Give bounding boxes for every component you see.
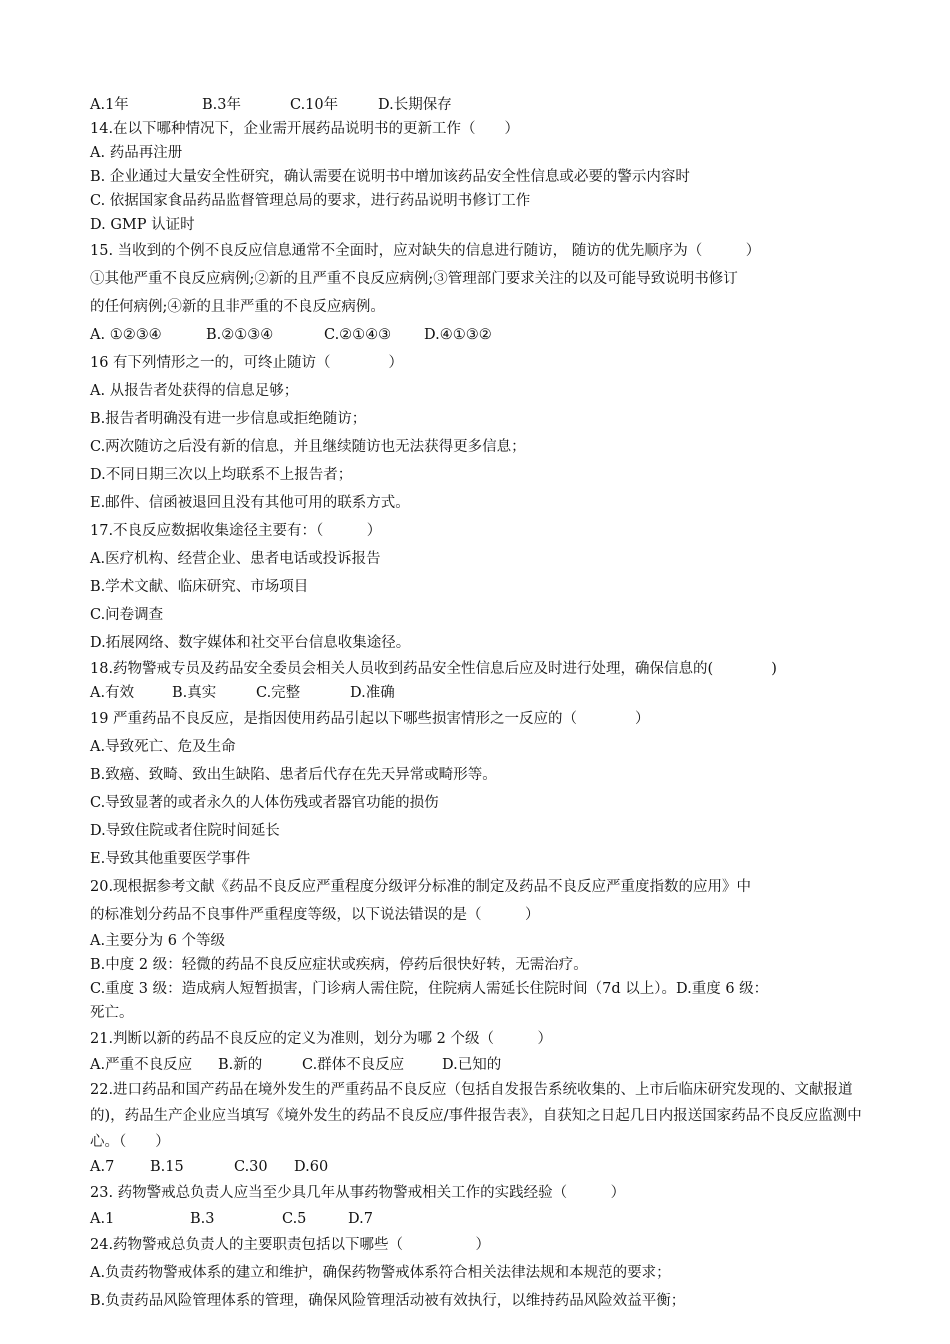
option-d: D.长期保存 [378,96,452,113]
q13-options [90,93,880,117]
q20-option-c: C.重度 3 级：造成病人短暂损害，门诊病人需住院，住院病人需延长住院时间（7d 以上）。D.重度 6 级： [90,980,769,997]
q16-option-a: A. 从报告者处获得的信息足够； [90,382,299,399]
q14-option-c: C. 依据国家食品药品监督管理总局的要求，进行药品说明书修订工作 [90,192,531,209]
q24-stem: 24.药物警戒总负责人的主要职责包括以下哪些（ ） [90,1236,491,1253]
option-d: D.7 [348,1210,373,1227]
option-c: C.30 [234,1158,268,1175]
q16-option-e: E.邮件、信函被退回且没有其他可用的联系方式。 [90,494,410,511]
option-a: A.严重不良反应 [90,1056,193,1073]
q21-options [90,1053,880,1077]
q17-option-d: D.拓展网络、数字媒体和社交平台信息收集途径。 [90,634,411,651]
q19-option-c: C.导致显著的或者永久的人体伤残或者器官功能的损伤 [90,794,439,811]
q19-option-d: D.导致住院或者住院时间延长 [90,822,280,839]
q17-stem: 17.不良反应数据收集途径主要有：（ ） [90,522,382,539]
q20-stem-line2: 的标准划分药品不良事件严重程度等级，以下说法错误的是（ ） [90,906,540,923]
option-b: B.新的 [218,1056,263,1073]
option-b: B.②①③④ [206,326,274,343]
q16-stem: 16 有下列情形之一的，可终止随访（ ） [90,354,404,371]
option-d: D.已知的 [442,1056,502,1073]
option-c: C.10年 [290,96,339,113]
q14-option-b: B. 企业通过大量安全性研究，确认需要在说明书中增加该药品安全性信息或必要的警示内容时 [90,168,690,185]
q22-stem: 22.进口药品和国产药品在境外发生的严重药品不良反应（包括自发报告系统收集的、上市后临床研究发现的、文献报道的)，药品生产企业应当填写《境外发生的药品不良反应/事件报告表》，自获知之日起几日内报送国家药品不良反应监测中心。（ ） [90,1082,862,1150]
q22-options [90,1155,880,1179]
q23-options [90,1207,880,1231]
q21-stem: 21.判断以新的药品不良反应的定义为准则，划分为哪 2 个级（ ） [90,1030,553,1047]
option-c: C.②①④③ [324,326,392,343]
option-d: D.准确 [350,684,395,701]
option-b: B.15 [150,1158,184,1175]
q24-option-a: A.负责药物警戒体系的建立和维护，确保药物警戒体系符合相关法律法规和本规范的要求； [90,1264,671,1281]
option-a: A. ①②③④ [90,326,162,343]
q24-option-b: B.负责药品风险管理体系的管理，确保风险管理活动被有效执行，以维持药品风险效益平衡； [90,1292,686,1309]
q17-option-a: A.医疗机构、经营企业、患者电话或投诉报告 [90,550,381,567]
q16-option-d: D.不同日期三次以上均联系不上报告者； [90,466,353,483]
q15-stem-line2: ①其他严重不良反应病例;②新的且严重不良反应病例;③管理部门要求关注的以及可能导致说明书修订 [90,270,738,287]
q20-option-d-cont: 死亡。 [90,1004,134,1021]
q14-option-a: A. 药品再注册 [90,144,183,161]
q17-option-b: B.学术文献、临床研究、市场项目 [90,578,309,595]
option-a: A.1年 [90,96,129,113]
option-b: B.3 [190,1210,215,1227]
q23-stem: 23. 药物警戒总负责人应当至少具几年从事药物警戒相关工作的实践经验（ ） [90,1184,626,1201]
q20-stem: 20.现根据参考文献《药品不良反应严重程度分级评分标准的制定及药品不良反应严重度指数的应用》中 [90,878,752,895]
option-c: C.群体不良反应 [302,1056,405,1073]
q16-option-c: C.两次随访之后没有新的信息，并且继续随访也无法获得更多信息； [90,438,526,455]
option-d: D.60 [294,1158,329,1175]
option-a: A.1 [90,1210,115,1227]
option-d: D.④①③② [424,326,492,343]
q15-stem-line3: 的任何病例;④新的且非严重的不良反应病例。 [90,298,385,315]
option-c: C.5 [282,1210,307,1227]
option-b: B.3年 [202,96,241,113]
q19-option-a: A.导致死亡、危及生命 [90,738,236,755]
question-list [90,93,880,1315]
q19-stem: 19 严重药品不良反应，是指因使用药品引起以下哪些损害情形之一反应的（ ） [90,710,650,727]
option-a: A.有效 [90,684,135,701]
option-a: A.7 [90,1158,115,1175]
q19-option-e: E.导致其他重要医学事件 [90,850,251,867]
q19-option-b: B.致癌、致畸、致出生缺陷、患者后代存在先天异常或畸形等。 [90,766,497,783]
q18-options [90,681,880,705]
option-b: B.真实 [172,684,217,701]
q17-option-c: C.问卷调查 [90,606,164,623]
q16-option-b: B.报告者明确没有进一步信息或拒绝随访； [90,410,367,427]
q15-options [90,321,880,349]
q20-option-a: A.主要分为 6 个等级 [90,932,226,949]
q15-stem: 15. 当收到的个例不良反应信息通常不全面时，应对缺失的信息进行随访， 随访的优先顺序为（ ） [90,242,761,259]
q18-stem: 18.药物警戒专员及药品安全委员会相关人员收到药品安全性信息后应及时进行处理，确保信息的( ) [90,660,777,677]
q14-stem: 14.在以下哪种情况下，企业需开展药品说明书的更新工作（ ） [90,120,520,137]
q20-option-b: B.中度 2 级：轻微的药品不良反应症状或疾病，停药后很快好转，无需治疗。 [90,956,588,973]
option-c: C.完整 [256,684,301,701]
q14-option-d: D. GMP 认证时 [90,216,195,233]
